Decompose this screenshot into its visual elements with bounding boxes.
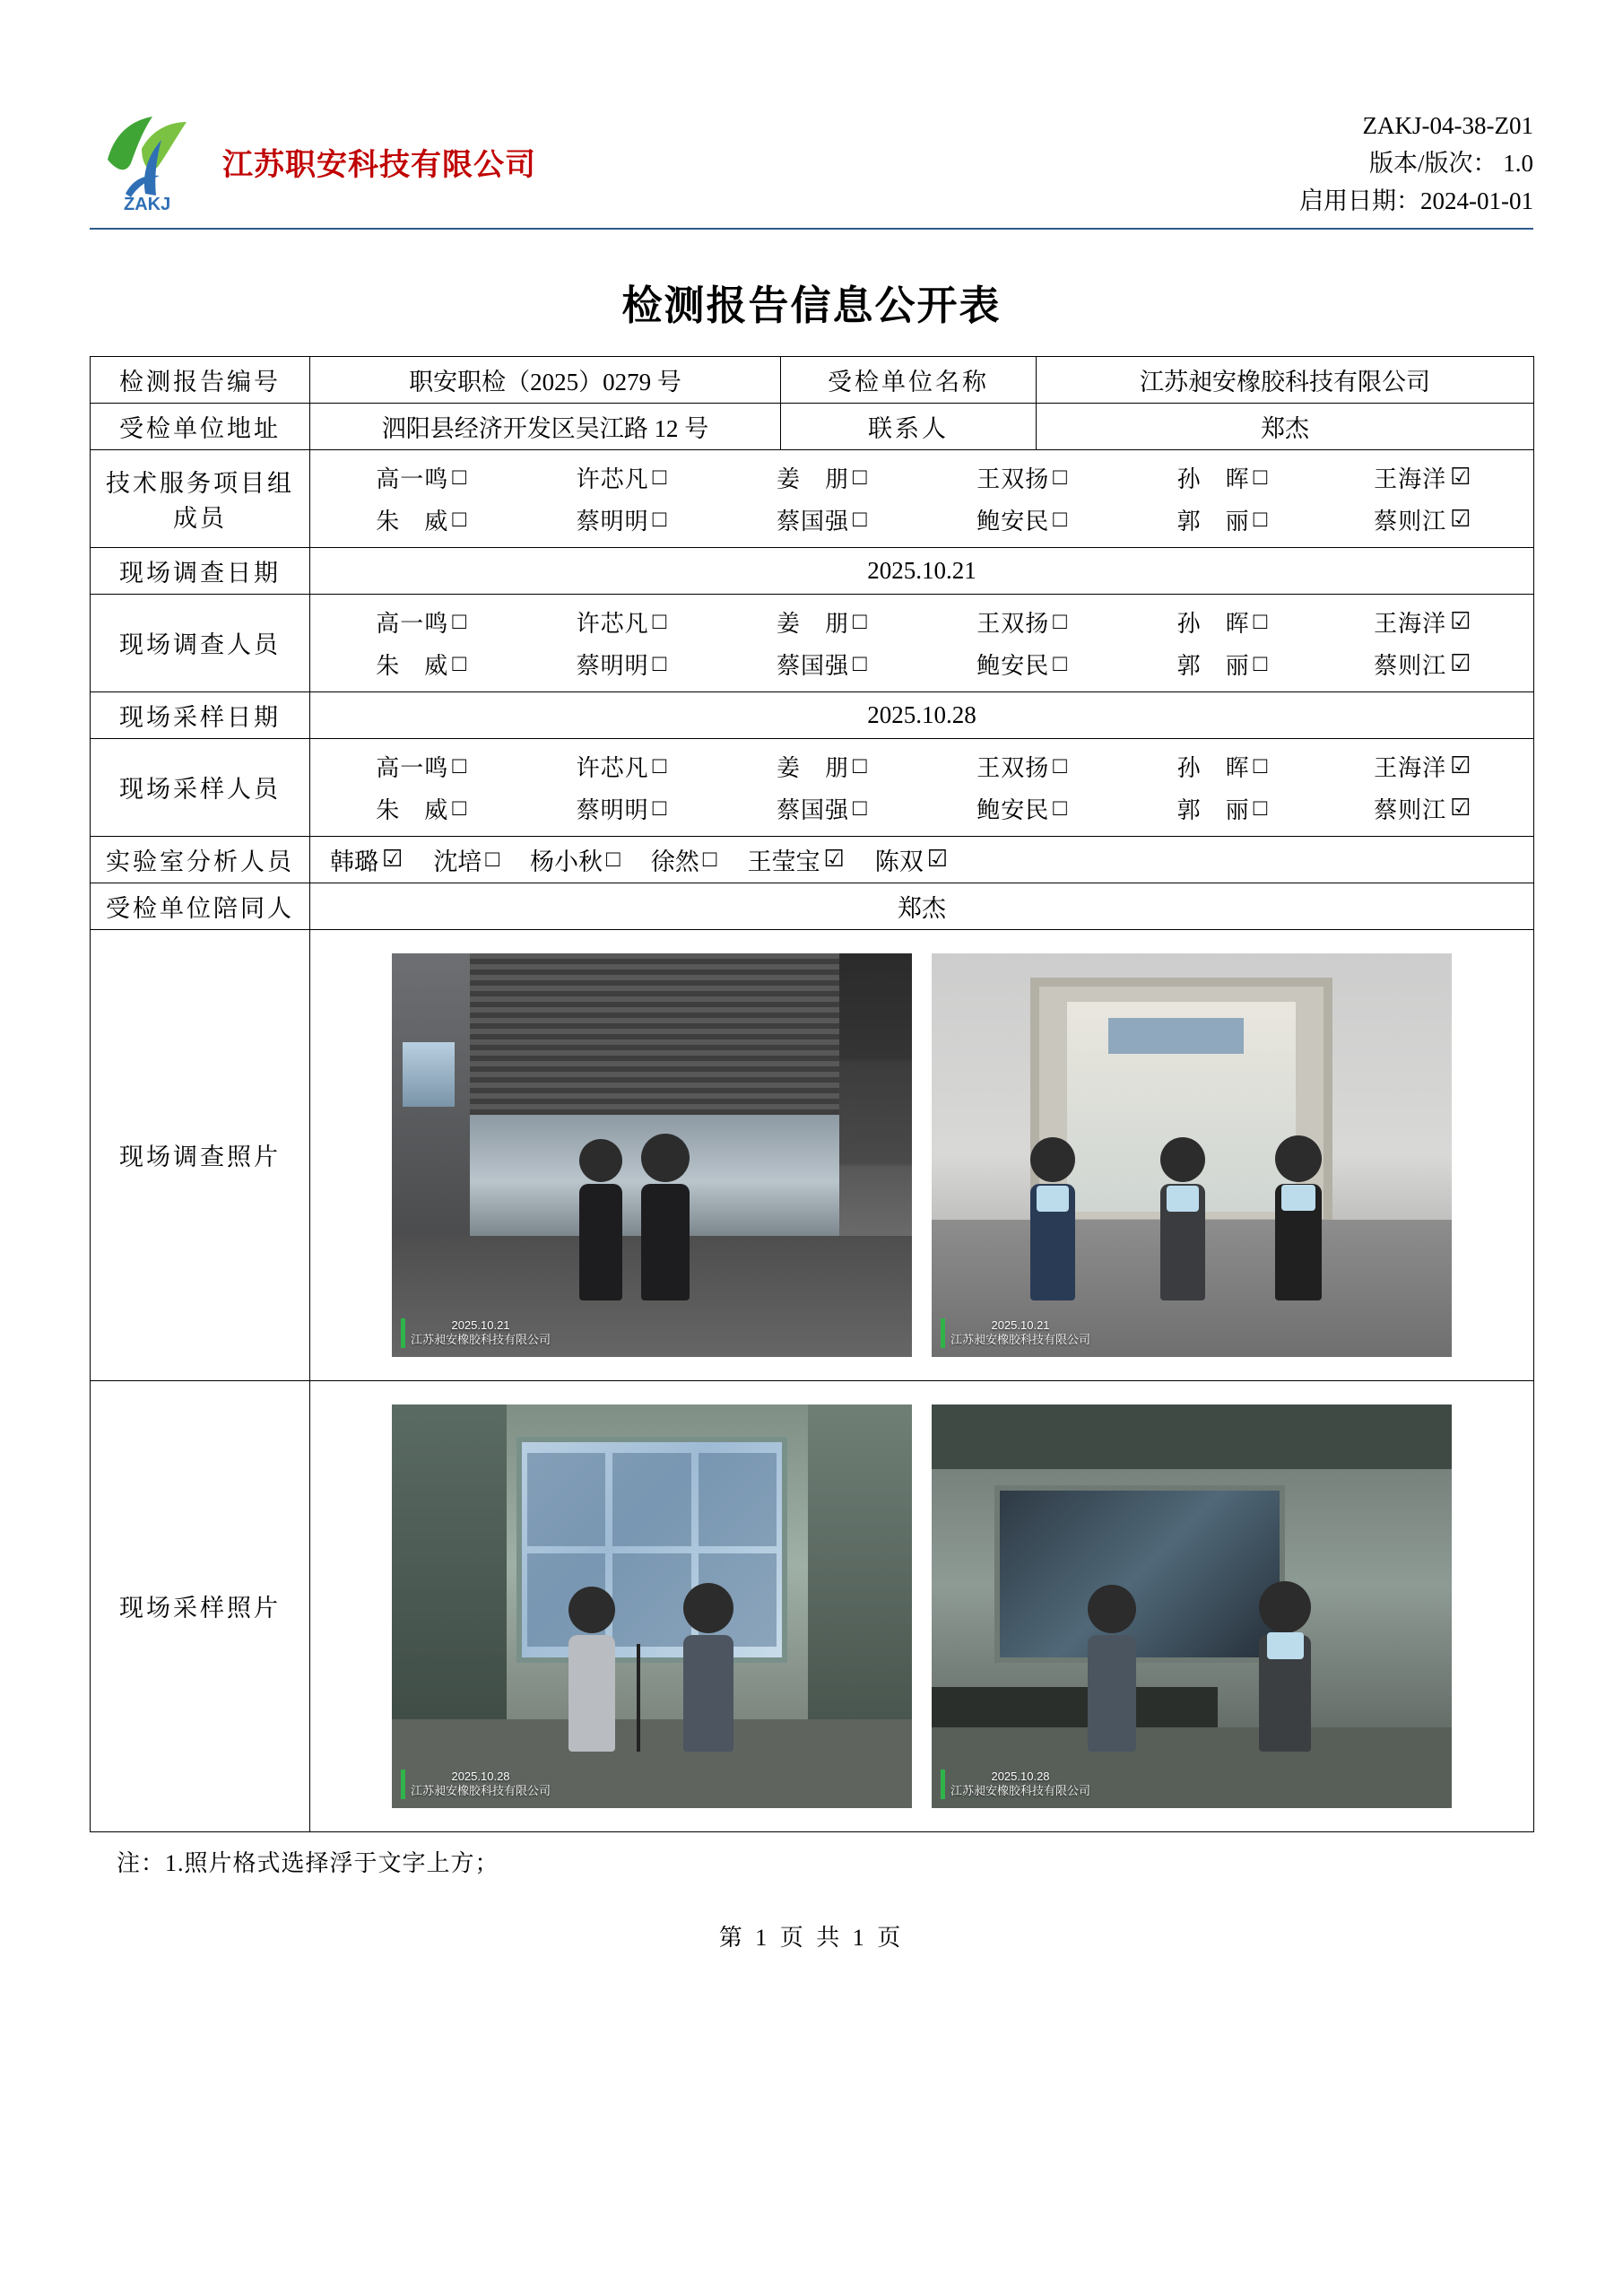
sampling-staff-grid: [317, 744, 1526, 831]
staff-checkbox-item[interactable]: [521, 792, 721, 825]
lab-staff-list: [317, 842, 1526, 877]
checkbox[interactable]: ☑: [1450, 650, 1471, 677]
checkbox[interactable]: ☑: [926, 846, 949, 873]
staff-checkbox-item[interactable]: [521, 605, 721, 639]
document-header: [90, 0, 1533, 221]
header-divider: [90, 228, 1533, 230]
face-mask-shape: [1167, 1186, 1199, 1212]
watermark-date: 2025.10.28: [451, 1770, 510, 1784]
page-number: 第 1 页 共 1 页: [718, 1924, 905, 1951]
person-figure: [1160, 1137, 1205, 1300]
staff-name: 蔡国强: [776, 652, 849, 679]
table-row: [91, 691, 1534, 738]
staff-checkbox-item[interactable]: [1323, 461, 1523, 494]
survey-photo-group: [310, 930, 1533, 1380]
staff-name: 沈培: [433, 848, 482, 875]
ceiling-shape: [932, 1405, 1452, 1469]
client-value: 江苏昶安橡胶科技有限公司: [1037, 356, 1534, 403]
person-head: [641, 1134, 690, 1182]
wall-strip-shape: [1108, 1018, 1244, 1055]
staff-name: 孙 晖: [1176, 754, 1250, 781]
checkbox[interactable]: □: [652, 650, 667, 677]
staff-name: 蔡国强: [776, 508, 849, 535]
staff-name: 鲍安民: [976, 796, 1050, 823]
header-meta: [1299, 108, 1533, 221]
staff-name: 韩璐: [330, 848, 378, 875]
shutter-shape: [464, 953, 839, 1115]
staff-checkbox-item[interactable]: [722, 503, 922, 536]
checkbox[interactable]: ☑: [1450, 464, 1471, 491]
sampling-photo-group: [310, 1381, 1533, 1831]
staff-checkbox-item[interactable]: [651, 842, 717, 877]
checkbox[interactable]: □: [452, 608, 467, 635]
window-shape: [403, 1042, 455, 1107]
staff-checkbox-item[interactable]: [1122, 605, 1322, 639]
staff-checkbox-item[interactable]: [1323, 750, 1523, 783]
photo-watermark: [401, 1770, 551, 1799]
glass-panel-shape: [994, 1485, 1286, 1663]
person-head: [1275, 1135, 1322, 1182]
watermark-caption: 江苏昶安橡胶科技有限公司: [950, 1333, 1091, 1347]
staff-name: 孙 晖: [1176, 610, 1250, 637]
tripod-shape: [637, 1644, 640, 1752]
staff-name: 朱 威: [376, 508, 449, 535]
watermark-bar: [941, 1318, 945, 1348]
sampling-photo-2: [932, 1405, 1452, 1808]
staff-name: 高一鸣: [376, 465, 449, 492]
table-row: [91, 594, 1534, 691]
photo-watermark: [401, 1318, 551, 1348]
checkbox[interactable]: □: [852, 608, 867, 635]
staff-checkbox-item[interactable]: [922, 503, 1122, 536]
machine-shape: [392, 1405, 507, 1752]
table-row: [91, 547, 1534, 594]
staff-name: 许芯凡: [576, 610, 649, 637]
contact-value: 郑杰: [1037, 403, 1534, 449]
checkbox[interactable]: □: [606, 846, 621, 873]
staff-name: 杨小秋: [530, 848, 603, 875]
staff-name: 蔡明明: [576, 796, 649, 823]
staff-checkbox-item[interactable]: [1122, 792, 1322, 825]
staff-name: 高一鸣: [376, 610, 449, 637]
sampling-date-label: 现场采样日期: [91, 691, 310, 738]
address-label: 受检单位地址: [91, 403, 310, 449]
checkbox[interactable]: ☑: [1450, 506, 1471, 533]
face-mask-shape: [1281, 1185, 1315, 1211]
checkbox[interactable]: □: [652, 752, 667, 779]
staff-name: 许芯凡: [576, 754, 649, 781]
watermark-caption: 江苏昶安橡胶科技有限公司: [411, 1784, 551, 1798]
person-figure: [1088, 1585, 1136, 1752]
staff-name: 王双扬: [976, 465, 1050, 492]
staff-checkbox-item[interactable]: [722, 792, 922, 825]
checkbox[interactable]: □: [702, 846, 717, 873]
sampling-photo-1: [392, 1405, 912, 1808]
svg-text:ZAKJ: ZAKJ: [124, 195, 171, 214]
photo-watermark: [941, 1318, 1090, 1348]
doc-effective-date: 启用日期：2024-01-01: [1299, 187, 1533, 214]
staff-name: 孙 晖: [1176, 465, 1250, 492]
staff-checkbox-item[interactable]: [321, 461, 521, 494]
company-logo-icon: [90, 108, 206, 215]
staff-name: 王双扬: [976, 754, 1050, 781]
machine-shape: [808, 1405, 912, 1760]
address-value: 泗阳县经济开发区吴江路 12 号: [310, 403, 781, 449]
staff-name: 姜 朋: [776, 610, 849, 637]
staff-name: 王海洋: [1374, 754, 1447, 781]
staff-name: 许芯凡: [576, 465, 649, 492]
table-row: [91, 883, 1534, 929]
person-figure: [579, 1139, 622, 1300]
staff-checkbox-item[interactable]: [875, 842, 948, 877]
table-row: [91, 929, 1534, 1380]
staff-name: 朱 威: [376, 796, 449, 823]
person-body: [579, 1184, 622, 1300]
table-row: [91, 836, 1534, 883]
checkbox[interactable]: □: [1253, 464, 1268, 491]
checkbox[interactable]: □: [652, 506, 667, 533]
checkbox[interactable]: □: [852, 506, 867, 533]
staff-checkbox-item[interactable]: [1323, 648, 1523, 681]
person-figure: [1275, 1135, 1322, 1300]
doc-code: ZAKJ-04-38-Z01: [1362, 112, 1533, 139]
staff-name: 蔡明明: [576, 652, 649, 679]
survey-staff-grid: [317, 600, 1526, 686]
checkbox[interactable]: □: [1253, 650, 1268, 677]
staff-checkbox-item[interactable]: [1122, 461, 1322, 494]
table-row: [91, 403, 1534, 449]
table-row: [91, 1380, 1534, 1831]
person-body: [1088, 1635, 1136, 1752]
report-no-label: 检测报告编号: [91, 356, 310, 403]
staff-name: 王海洋: [1374, 465, 1447, 492]
watermark-caption: 江苏昶安橡胶科技有限公司: [950, 1784, 1091, 1798]
staff-checkbox-item[interactable]: [1122, 750, 1322, 783]
staff-name: 蔡则江: [1374, 652, 1447, 679]
staff-checkbox-item[interactable]: [722, 605, 922, 639]
photo-watermark: [941, 1770, 1090, 1799]
staff-name: 蔡则江: [1374, 508, 1447, 535]
watermark-date: 2025.10.21: [991, 1318, 1050, 1333]
glass-panes-shape: [527, 1453, 777, 1647]
checkbox[interactable]: □: [1253, 506, 1268, 533]
survey-photo-1: [392, 953, 912, 1357]
checkbox[interactable]: □: [1053, 752, 1068, 779]
table-row: [91, 356, 1534, 403]
person-body: [683, 1635, 733, 1752]
staff-checkbox-item[interactable]: [321, 792, 521, 825]
checkbox[interactable]: □: [852, 752, 867, 779]
checkbox[interactable]: ☑: [823, 846, 845, 873]
survey-photo-cell: [310, 929, 1534, 1380]
escort-label: 受检单位陪同人: [91, 883, 310, 929]
staff-name: 鲍安民: [976, 652, 1050, 679]
checkbox[interactable]: ☑: [1450, 608, 1471, 635]
checkbox[interactable]: □: [1253, 795, 1268, 822]
checkbox[interactable]: □: [852, 795, 867, 822]
checkbox[interactable]: □: [452, 795, 467, 822]
staff-checkbox-item[interactable]: [433, 842, 499, 877]
person-figure: [1030, 1137, 1075, 1300]
survey-staff-cell: [310, 594, 1534, 691]
staff-name: 郭 丽: [1176, 508, 1250, 535]
staff-name: 朱 威: [376, 652, 449, 679]
staff-checkbox-item[interactable]: [530, 842, 621, 877]
staff-checkbox-item[interactable]: [521, 750, 721, 783]
staff-checkbox-item[interactable]: [722, 750, 922, 783]
checkbox[interactable]: □: [652, 608, 667, 635]
staff-name: 蔡则江: [1374, 796, 1447, 823]
survey-photo-2: [932, 953, 1452, 1357]
staff-checkbox-item[interactable]: [321, 503, 521, 536]
contact-label: 联系人: [781, 403, 1037, 449]
checkbox[interactable]: □: [652, 795, 667, 822]
person-head: [1030, 1137, 1075, 1182]
survey-date-value: 2025.10.21: [310, 547, 1534, 594]
staff-checkbox-item[interactable]: [1122, 503, 1322, 536]
watermark-bar: [401, 1770, 405, 1799]
sampling-date-value: 2025.10.28: [310, 691, 1534, 738]
person-figure: [568, 1587, 615, 1752]
checkbox[interactable]: □: [1053, 795, 1068, 822]
staff-name: 郭 丽: [1176, 796, 1250, 823]
sampling-photo-cell: [310, 1380, 1534, 1831]
checkbox[interactable]: □: [852, 650, 867, 677]
staff-name: 王双扬: [976, 610, 1050, 637]
report-no-value: 职安职检（2025）0279 号: [310, 356, 781, 403]
person-head: [568, 1587, 615, 1633]
staff-checkbox-item[interactable]: [922, 648, 1122, 681]
survey-date-label: 现场调查日期: [91, 547, 310, 594]
footnote: 注：1.照片格式选择浮于文字上方；: [117, 1849, 499, 1876]
watermark-text: [411, 1318, 551, 1348]
person-head: [579, 1139, 622, 1182]
staff-checkbox-item[interactable]: [1122, 648, 1322, 681]
escort-value: 郑杰: [310, 883, 1534, 929]
staff-checkbox-item[interactable]: [330, 842, 403, 877]
watermark-text: [411, 1770, 551, 1799]
checkbox[interactable]: □: [852, 464, 867, 491]
person-body: [641, 1184, 690, 1300]
person-head: [1160, 1137, 1205, 1182]
watermark-date: 2025.10.21: [451, 1318, 510, 1333]
staff-name: 蔡国强: [776, 796, 849, 823]
watermark-caption: 江苏昶安橡胶科技有限公司: [411, 1333, 551, 1347]
person-figure: [1259, 1581, 1311, 1752]
checkbox[interactable]: □: [1053, 506, 1068, 533]
staff-checkbox-item[interactable]: [722, 648, 922, 681]
lab-staff-label: 实验室分析人员: [91, 836, 310, 883]
sampling-staff-label: 现场采样人员: [91, 738, 310, 836]
staff-checkbox-item[interactable]: [321, 605, 521, 639]
lab-staff-cell: [310, 836, 1534, 883]
checkbox[interactable]: ☑: [1450, 795, 1471, 822]
checkbox[interactable]: □: [1253, 608, 1268, 635]
doc-version: 版本/版次： 1.0: [1368, 149, 1533, 177]
person-head: [1088, 1585, 1136, 1633]
staff-name: 郭 丽: [1176, 652, 1250, 679]
watermark-text: [950, 1318, 1090, 1348]
watermark-text: [950, 1770, 1090, 1799]
staff-checkbox-item[interactable]: [521, 461, 721, 494]
table-row: [91, 449, 1534, 547]
staff-name: 鲍安民: [976, 508, 1050, 535]
person-body: [568, 1635, 615, 1752]
person-figure: [641, 1134, 690, 1300]
staff-name: 徐然: [650, 848, 699, 875]
staff-checkbox-item[interactable]: [1323, 503, 1523, 536]
staff-checkbox-item[interactable]: [521, 503, 721, 536]
staff-name: 高一鸣: [376, 754, 449, 781]
staff-name: 姜 朋: [776, 754, 849, 781]
company-name: 江苏职安科技有限公司: [222, 148, 536, 182]
info-table: [90, 356, 1534, 1832]
person-head: [1259, 1581, 1311, 1633]
staff-checkbox-item[interactable]: [922, 461, 1122, 494]
checkbox[interactable]: ☑: [382, 846, 404, 873]
checkbox[interactable]: □: [1053, 608, 1068, 635]
staff-name: 陈双: [874, 848, 924, 875]
team-members-grid: [317, 456, 1526, 542]
staff-checkbox-item[interactable]: [321, 648, 521, 681]
checkbox[interactable]: □: [452, 506, 467, 533]
staff-checkbox-item[interactable]: [722, 461, 922, 494]
staff-checkbox-item[interactable]: [922, 750, 1122, 783]
checkbox[interactable]: □: [452, 752, 467, 779]
staff-name: 王海洋: [1374, 610, 1447, 637]
person-figure: [683, 1583, 733, 1752]
team-label: 技术服务项目组成员: [91, 449, 310, 547]
brand-block: [90, 108, 536, 215]
checkbox[interactable]: □: [452, 464, 467, 491]
staff-checkbox-item[interactable]: [521, 648, 721, 681]
staff-checkbox-item[interactable]: [747, 842, 844, 877]
checkbox[interactable]: □: [1053, 464, 1068, 491]
checkbox[interactable]: □: [485, 846, 500, 873]
survey-photo-label: 现场调查照片: [91, 929, 310, 1380]
checkbox[interactable]: □: [652, 464, 667, 491]
survey-staff-label: 现场调查人员: [91, 594, 310, 691]
face-mask-shape: [1267, 1632, 1305, 1659]
checkbox[interactable]: □: [1253, 752, 1268, 779]
staff-name: 姜 朋: [776, 465, 849, 492]
checkbox[interactable]: □: [1053, 650, 1068, 677]
staff-checkbox-item[interactable]: [922, 792, 1122, 825]
staff-name: 蔡明明: [576, 508, 649, 535]
person-head: [683, 1583, 733, 1633]
page-title: 检测报告信息公开表: [621, 283, 1002, 328]
staff-name: 王莹宝: [747, 848, 820, 875]
watermark-bar: [941, 1770, 945, 1799]
checkbox[interactable]: ☑: [1450, 752, 1471, 779]
staff-checkbox-item[interactable]: [922, 605, 1122, 639]
staff-checkbox-item[interactable]: [321, 750, 521, 783]
watermark-bar: [401, 1318, 405, 1348]
sampling-staff-cell: [310, 738, 1534, 836]
staff-checkbox-item[interactable]: [1323, 792, 1523, 825]
team-members-cell: [310, 449, 1534, 547]
table-row: [91, 738, 1534, 836]
watermark-date: 2025.10.28: [991, 1770, 1050, 1784]
sampling-photo-label: 现场采样照片: [91, 1380, 310, 1831]
client-label: 受检单位名称: [781, 356, 1037, 403]
face-mask-shape: [1037, 1186, 1069, 1212]
checkbox[interactable]: □: [452, 650, 467, 677]
staff-checkbox-item[interactable]: [1323, 605, 1523, 639]
